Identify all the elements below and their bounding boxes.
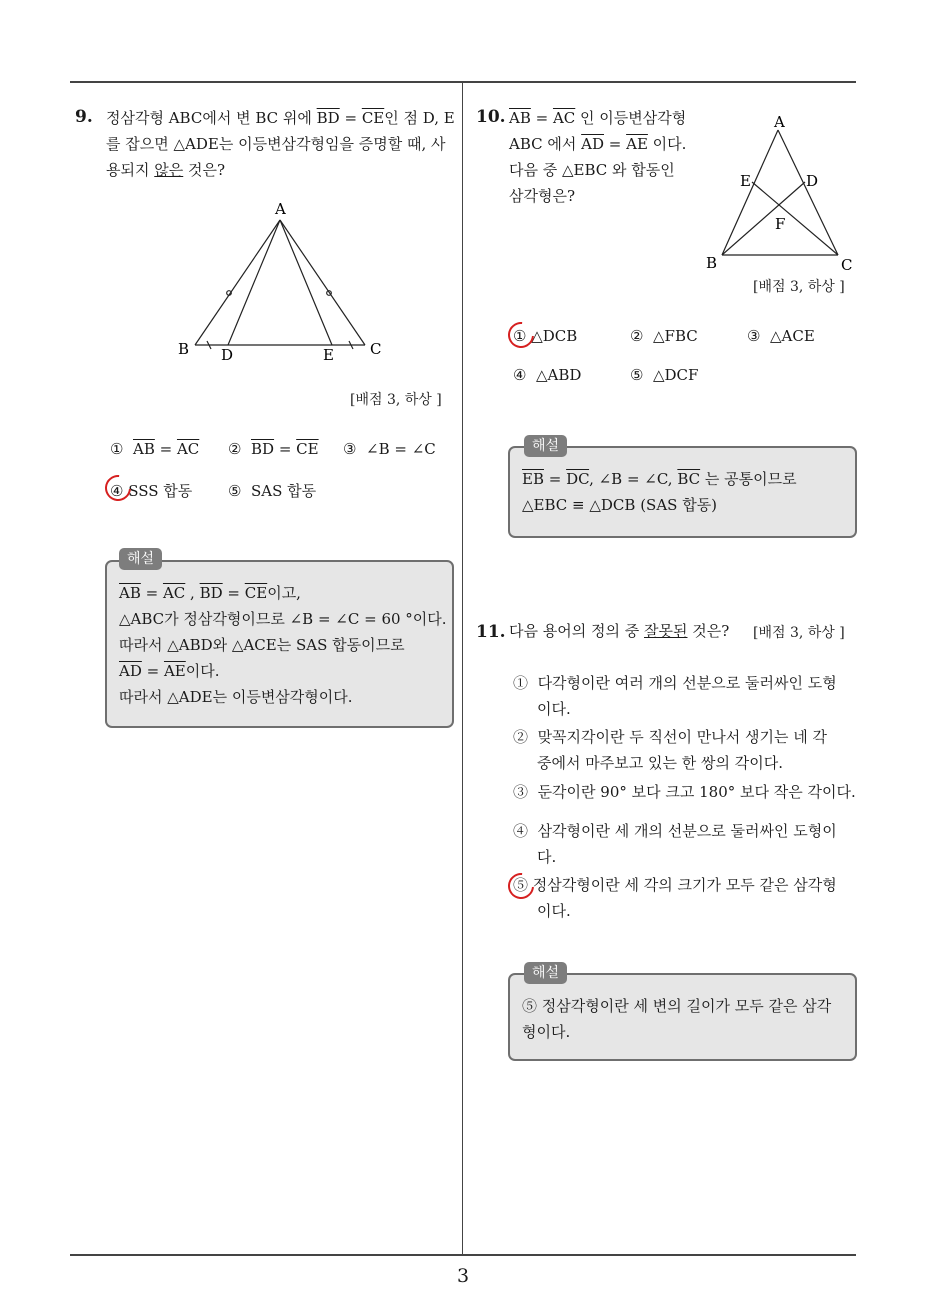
q11-choice-3[interactable] — [513, 779, 858, 805]
bottom-rule — [70, 1254, 856, 1256]
q9-score-meta: [배점 3, 하상 ] — [350, 392, 442, 408]
top-rule — [70, 81, 856, 83]
q10-label-d: D — [806, 172, 819, 190]
overline-segment: $\overline{EB}$ — [522, 470, 544, 488]
choice-mark: ③ — [747, 327, 761, 345]
choice-text: 다각형이란 여러 개의 선분으로 둘러싸인 도형 — [537, 674, 837, 692]
q9-choice-2[interactable] — [228, 440, 319, 458]
q10-label-f: F — [775, 215, 786, 233]
choice-mark: ③ — [343, 440, 357, 458]
q10-question-text — [509, 105, 709, 209]
q9-label-c: C — [370, 340, 382, 358]
overline-segment: $\overline{BD}$ — [199, 584, 223, 602]
overline-segment: $\overline{AC}$ — [176, 440, 200, 458]
overline-segment: $\overline{DC}$ — [566, 470, 590, 488]
q10-question-line: 삼각형은? — [509, 187, 576, 205]
explanation-line: 따라서 △ADE는 이등변삼각형이다. — [119, 688, 353, 706]
q10-question-line: ABC 에서 $\overline{AD} = \overline{AE}$ 이다. — [509, 135, 687, 153]
q10-label-c: C — [841, 256, 853, 274]
choice-text: 중에서 마주보고 있는 한 쌍의 각이다. — [537, 754, 783, 772]
overline-segment: $\overline{AB}$ — [119, 584, 141, 602]
choice-mark: ⑤ — [513, 876, 529, 894]
q9-label-d: D — [221, 346, 234, 364]
q9-explanation-text — [119, 580, 449, 710]
q9-label-e: E — [323, 346, 334, 364]
explanation-line: $\overline{AD} = \overline{AE}$이다. — [119, 662, 220, 680]
overline-segment: $\overline{AC}$ — [552, 109, 576, 127]
q10-choice-4[interactable] — [513, 366, 581, 384]
q10-answer-circle — [503, 317, 540, 354]
choice-mark: ① — [110, 440, 124, 458]
choice-text: 이다. — [537, 902, 571, 920]
choice-mark: ④ — [110, 482, 124, 500]
overline-segment: $\overline{AC}$ — [162, 584, 186, 602]
overline-segment: $\overline{CE}$ — [296, 440, 319, 458]
choice-text: 둔각이란 90° 보다 크고 180° 보다 작은 각이다. — [537, 783, 856, 801]
choice-mark: ④ — [513, 822, 529, 840]
q9-choice-1[interactable] — [110, 440, 199, 458]
q9-question-text — [106, 105, 456, 183]
overline-segment: $\overline{CE}$ — [361, 109, 385, 127]
underlined-emphasis: 잘못된 — [644, 622, 688, 640]
q10-label-e: E — [740, 172, 751, 190]
choice-text: 삼각형이란 세 개의 선분으로 둘러싸인 도형이 — [537, 822, 837, 840]
explanation-line: 따라서 △ABD와 △ACE는 SAS 합동이므로 — [119, 636, 405, 654]
overline-segment: $\overline{AB}$ — [509, 109, 531, 127]
q9-question-line: 정삼각형 ABC에서 변 BC 위에 $\overline{BD} = \overline{CE}$인 점 D, E — [106, 109, 455, 127]
choice-text: ∠B = ∠C — [366, 440, 436, 458]
choice-text: △DCB — [531, 327, 578, 345]
choice-mark: ② — [228, 440, 242, 458]
explanation-line: $\overline{AB} = \overline{AC}$ , $\overline{BD} = \overline{CE}$이고, — [119, 584, 301, 602]
q9-explanation-box — [105, 560, 454, 728]
column-divider — [462, 82, 463, 1255]
q9-question-line: 용되지 않은 것은? — [106, 161, 226, 179]
q11-question-text — [509, 618, 729, 644]
overline-segment: $\overline{BD}$ — [251, 440, 275, 458]
choice-text: 이다. — [537, 700, 571, 718]
overline-segment: $\overline{AE}$ — [626, 135, 648, 153]
choice-mark: ④ — [513, 366, 527, 384]
q11-choice-5[interactable] — [513, 872, 853, 924]
overline-segment: $\overline{BD}$ — [316, 109, 340, 127]
overline-segment: $\overline{AD}$ — [581, 135, 604, 153]
explanation-line: ⑤ 정삼각형이란 세 변의 길이가 모두 같은 삼각 — [522, 997, 832, 1015]
q11-explanation-text — [522, 993, 847, 1045]
choice-text: $\overline{AB} = \overline{AC}$ — [133, 440, 200, 458]
q9-choice-3[interactable] — [343, 440, 436, 458]
q9-number: 9. — [75, 107, 93, 127]
overline-segment: $\overline{AE}$ — [163, 662, 186, 680]
q10-choice-3[interactable] — [747, 327, 815, 345]
q9-label-b: B — [178, 340, 190, 358]
q9-question-line: 를 잡으면 △ADE는 이등변삼각형임을 증명할 때, 사 — [106, 135, 446, 153]
underlined-emphasis: 않은 — [154, 161, 184, 179]
choice-mark: ⑤ — [228, 482, 242, 500]
q10-explanation-text — [522, 466, 847, 518]
explanation-line: $\overline{EB} = \overline{DC}$, ∠B = ∠C, $\overline{BC}$ 는 공통이므로 — [522, 470, 797, 488]
choice-mark: ② — [513, 728, 529, 746]
choice-text: $\overline{BD} = \overline{CE}$ — [251, 440, 319, 458]
q11-choice-4[interactable] — [513, 818, 853, 870]
q9-label-a: A — [275, 200, 286, 218]
choice-text: 정삼각형이란 세 각의 크기가 모두 같은 삼각형 — [532, 876, 837, 894]
q10-label-b: B — [706, 254, 718, 272]
choice-text: SAS 합동 — [251, 482, 317, 500]
q10-score-meta: [배점 3, 하상 ] — [753, 279, 845, 295]
choice-text: SSS 합동 — [128, 482, 193, 500]
choice-text: △FBC — [653, 327, 698, 345]
choice-text: △ACE — [770, 327, 815, 345]
q11-score-meta: [배점 3, 하상 ] — [753, 625, 845, 641]
overline-segment: $\overline{BC}$ — [677, 470, 701, 488]
choice-mark: ③ — [513, 783, 529, 801]
q11-explanation-box — [508, 973, 857, 1061]
q10-explanation-tag: 해설 — [524, 435, 567, 457]
q10-choice-2[interactable] — [630, 327, 698, 345]
overline-segment: $\overline{AD}$ — [119, 662, 142, 680]
q9-triangle-figure — [170, 195, 400, 365]
q10-question-line: 다음 중 △EBC 와 합동인 — [509, 161, 675, 179]
q9-explanation-tag: 해설 — [119, 548, 162, 570]
page-number: 3 — [456, 1265, 470, 1287]
explanation-line: △ABC가 정삼각형이므로 ∠B = ∠C = 60 °이다. — [119, 610, 447, 628]
q10-triangle-figure — [700, 110, 860, 275]
choice-text: 맞꼭지각이란 두 직선이 만나서 생기는 네 각 — [537, 728, 827, 746]
choice-text: △ABD — [536, 366, 582, 384]
choice-mark: ① — [513, 674, 529, 692]
q9-choice-5[interactable] — [228, 480, 316, 501]
overline-segment: $\overline{AB}$ — [133, 440, 155, 458]
q10-number: 10. — [476, 107, 506, 127]
q11-number: 11. — [476, 622, 506, 642]
explanation-line: △EBC ≡ △DCB (SAS 합동) — [522, 496, 718, 514]
q10-question-line: $\overline{AB} = \overline{AC}$ 인 이등변삼각형 — [509, 109, 687, 127]
choice-text: 다. — [537, 848, 557, 866]
q11-choice-2[interactable] — [513, 724, 853, 776]
q10-label-a: A — [774, 113, 785, 131]
q10-choice-5[interactable] — [630, 366, 698, 384]
q11-explanation-tag: 해설 — [524, 962, 567, 984]
q10-explanation-box — [508, 446, 857, 538]
choice-text: △DCF — [653, 366, 699, 384]
choice-mark: ① — [513, 327, 527, 345]
q11-question-line: 다음 용어의 정의 중 잘못된 것은? — [509, 622, 730, 640]
overline-segment: $\overline{CE}$ — [244, 584, 268, 602]
explanation-line: 형이다. — [522, 1023, 571, 1041]
choice-mark: ② — [630, 327, 644, 345]
q11-choice-1[interactable] — [513, 670, 853, 722]
choice-mark: ⑤ — [630, 366, 644, 384]
